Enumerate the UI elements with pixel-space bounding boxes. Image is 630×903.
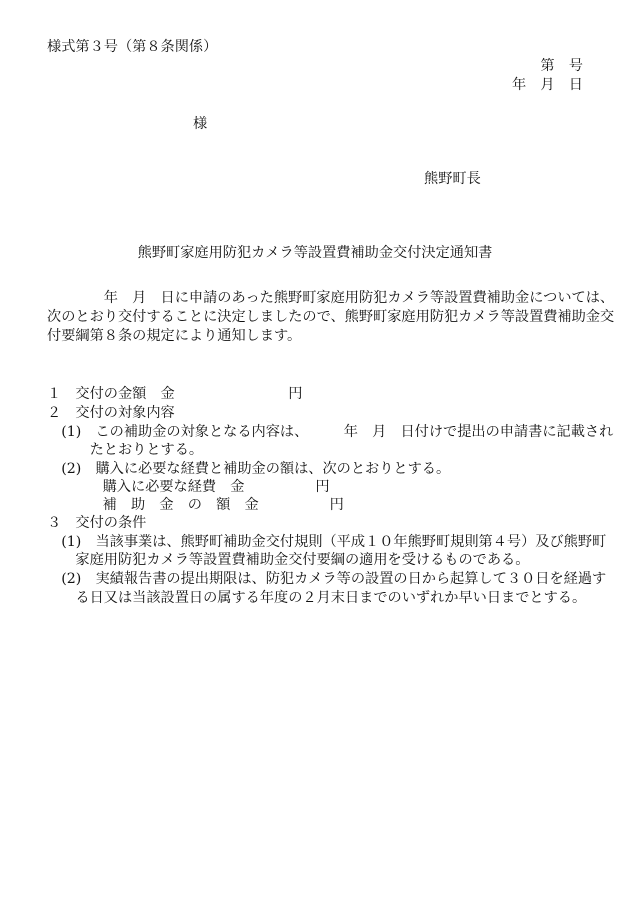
list-item: (1) この補助金の対象となる内容は、 年 月 日付けで提出の申請書に記載され (47, 424, 614, 440)
form-number: 様式第３号（第８条関係） (47, 39, 218, 55)
list-item: たとおりとする。 (47, 442, 204, 458)
addressee: 様 (193, 116, 208, 132)
list-item: １ 交付の金額 金 円 (47, 386, 303, 402)
issue-date: 年 月 日 (512, 77, 583, 93)
list-item: る日又は当該設置日の属する年度の２月末日までのいずれか早い日までとする。 (47, 590, 587, 606)
document-number: 第 号 (540, 58, 583, 74)
list-item: (2) 購入に必要な経費と補助金の額は、次のとおりとする。 (47, 461, 451, 477)
list-item: ３ 交付の条件 (47, 515, 147, 531)
list-item: (1) 当該事業は、熊野町補助金交付規則（平成１０年熊野町規則第４号）及び熊野町 (47, 534, 607, 550)
list-item: (2) 実績報告書の提出期限は、防犯カメラ等の設置の日から起算して３０日を経過す (47, 571, 607, 587)
issuer: 熊野町長 (424, 171, 481, 187)
document-title: 熊野町家庭用防犯カメラ等設置費補助金交付決定通知書 (137, 245, 493, 261)
body-line: 付要綱第８条の規定により通知します。 (47, 328, 302, 344)
body-line: 次のとおり交付することに決定しましたので、熊野町家庭用防犯カメラ等設置費補助金交 (47, 309, 615, 325)
body-line: 年 月 日に申請のあった熊野町家庭用防犯カメラ等設置費補助金については、 (47, 290, 615, 306)
list-item: ２ 交付の対象内容 (47, 405, 175, 421)
list-item: 補 助 金 の 額 金 円 (60, 497, 344, 513)
list-item: 家庭用防犯カメラ等設置費補助金交付要綱の適用を受けるものである。 (47, 552, 530, 568)
list-item: 購入に必要な経費 金 円 (60, 479, 330, 495)
